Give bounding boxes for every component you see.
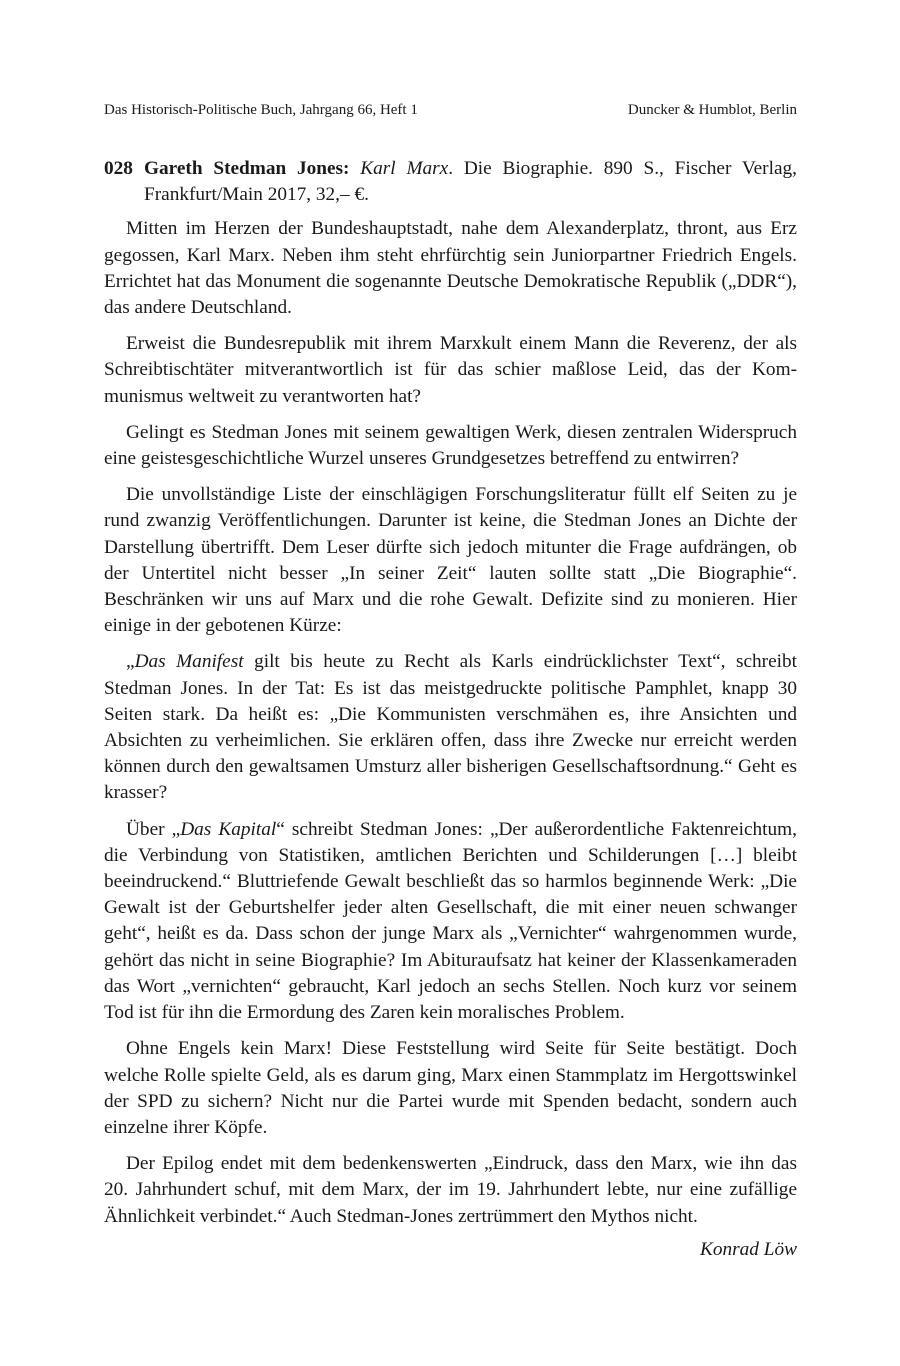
paragraph-6 xyxy=(104,817,797,1027)
running-header xyxy=(104,100,797,120)
paragraph-8: Der Epilog endet mit dem bedenkenswerten „Eindruck, dass den Marx, wie ihn das 20. Jahrhundert schuf, mit dem Marx, der im 19. Jahrhundert lebte, nur eine zufällige Ähnlichkeit verbindet.“ Auch Stedman-Jones zertrümmert den Mythos nicht. xyxy=(104,1153,797,1227)
paragraph-5-work-title: Das Manifest xyxy=(134,651,244,673)
paragraph-1: Mitten im Herzen der Bundeshauptstadt, nahe dem Alexanderplatz, thront, aus Erz gegossen, Karl Marx. Neben ihm steht ehrfürchtig sein Juniorpartner Friedrich Engels. Errichtet hat das Monument die sogenannte Deutsche Demokratische Republik („DDR“), das andere Deutschland. xyxy=(104,218,797,319)
paragraph-3: Gelingt es Stedman Jones mit seinem gewaltigen Werk, diesen zentralen Widerspruch eine geistesgeschichtliche Wurzel unseres Grundgesetzes betreffend zu entwirren? xyxy=(104,421,797,470)
reviewer-signature: Konrad Löw xyxy=(700,1238,797,1260)
paragraph-5-text: gilt bis heute zu Recht als Karls eindrücklichster Text“, schreibt Stedman Jones. In der Tat: Es ist das meistgedruckte politische Pamphlet, knapp 30 Seiten stark. Da heißt es: „Die Kommunisten verschmähen es, ihre Ansichten und Absichten zu verheimlichen. Sie erklären offen, dass ihre Zwecke nur erreicht werden können durch den gewaltsamen Umsturz aller bisherigen Gesellschaftsordnung.“ Geht es krasser? xyxy=(104,651,797,804)
paragraph-2: Erweist die Bundesrepublik mit ihrem Marxkult einem Mann die Reverenz, der als Schreibtischtäter mitverantwortlich ist für das schier maßlose Leid, das der Kommunismus weltweit zu verantworten hat? xyxy=(104,333,797,407)
entry-citation xyxy=(144,156,797,208)
paragraph-4: Die unvollständige Liste der einschlägigen Forschungsliteratur füllt elf Seiten zu je rund zwanzig Veröffentlichungen. Darunter ist keine, die Stedman Jones an Dichte der Darstellung übertrifft. Dem Leser dürfte sich jedoch mitunter die Frage aufdrängen, ob der Untertitel nicht besser „In seiner Zeit“ lauten sollte statt „Die Biographie“. Beschränken wir uns auf Marx und die rohe Gewalt. Defizite sind zu monieren. Hier einige in der gebotenen Kürze: xyxy=(104,484,797,637)
entry-number: 028 xyxy=(104,158,133,179)
entry-author: Gareth Stedman Jones: xyxy=(144,158,350,179)
paragraph-6-lead: Über „ xyxy=(126,818,181,840)
paragraph-5-open-quote: „ xyxy=(126,651,135,673)
paragraph-6-work-title: Das Kapital xyxy=(180,818,277,840)
publisher: Duncker & Humblot, Berlin xyxy=(627,102,797,118)
paragraph-5 xyxy=(104,649,797,806)
journal-title: Das Historisch-Politische Buch, Jahrgang 66, Heft 1 xyxy=(104,102,418,118)
review-body xyxy=(104,156,797,1263)
bibliographic-entry xyxy=(104,156,797,208)
paragraph-6-text: “ schreibt Stedman Jones: „Der außerordentliche Faktenreichtum, die Verbindung von Statistiken, amtlichen Berichten und Schilderungen […] bleibt beeindruckend.“ Bluttriefende Gewalt beschließt das so harmlos beginnende Werk: „Die Gewalt ist der Geburtshelfer jeder alten Gesellschaft, die mit einer neuen schwanger geht“, heißt es da. Dass schon der junge Marx als „Vernichter“ wahrgenommen wurde, gehört das nicht in seine Biographie? Im Abituraufsatz hat keiner der Klassenkameraden das Wort „vernichten“ gebraucht, Karl jedoch an sechs Stellen. Noch kurz vor seinem Tod ist für ihn die Ermordung des Zaren kein moralisches Problem. xyxy=(104,818,797,1024)
entry-title: Karl Marx xyxy=(360,158,449,179)
entry-details: . Die Biographie. 890 S., Fischer Verlag, Frankfurt/Main 2017, 32,– €. xyxy=(144,158,797,206)
paragraph-7: Ohne Engels kein Marx! Diese Feststellung wird Seite für Seite bestätigt. Doch welche Rolle spielte Geld, als es darum ging, Marx einen Stammplatz im Hergottswinkel der SPD zu sichern? Nicht nur die Partei wurde mit Spenden bedacht, sondern auch einzelne ihrer Köpfe. xyxy=(104,1038,797,1138)
